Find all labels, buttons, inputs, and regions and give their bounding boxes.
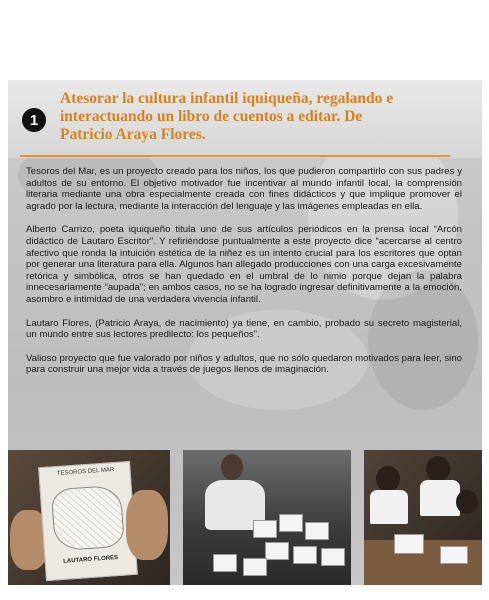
child-head bbox=[456, 490, 478, 514]
storybook bbox=[38, 461, 138, 581]
paragraph: Tesoros del Mar, es un proyecto creado para los niños, los que pudieron compartirlo con sus padres y adultos de su entorno. El objetivo motivador fue incentivar al mundo infantil local, la comprensión literaria mediante una obra especialmente creada con fines didácticos y que implique promover el agrado por la lectura, mediante la interacción del lenguaje y las imágenes empleadas en ella. bbox=[26, 166, 462, 212]
child-head bbox=[376, 466, 400, 492]
booklet bbox=[213, 554, 237, 572]
section-number-badge: 1 bbox=[22, 108, 46, 132]
booklet bbox=[253, 520, 277, 538]
booklet bbox=[440, 546, 468, 564]
person-head bbox=[221, 454, 243, 480]
booklet bbox=[305, 522, 329, 540]
booklet bbox=[321, 548, 345, 566]
paragraph: Lautaro Flores, (Patricio Araya, de nacimiento) ya tiene, en cambio, probado su secreto magisterial, un mundo entre sus lectores predilecto: los pequeños”. bbox=[26, 317, 462, 341]
article-body bbox=[26, 166, 462, 388]
booklet bbox=[243, 558, 267, 576]
child-shirt bbox=[370, 490, 408, 524]
book-title: TESOROS DEL MAR bbox=[56, 467, 115, 478]
book-author: LAUTARO FLORES bbox=[63, 554, 119, 565]
article-panel bbox=[8, 80, 482, 585]
photo-children-reading bbox=[364, 450, 482, 585]
paragraph: Alberto Carrizo, poeta iquiqueño titula uno de sus artículos periódicos en la prensa local “Arcón didáctico de Lautaro Escritor”. Y refiriéndose puntualmente a este proyecto dice “acercarse al centro afectivo que ronda la intuición estética de la niñez es un intento crucial para los escritores que optan por generar una literatura para ella. Algunos han allegado producciones con una carga excesivamente retórica y simbólica, otros se han quedado en el umbral de lo nimio porque dejan la palabra innecesariamente “aupada”; en ambos casos, no se ha logrado ingresar definitivamente a la emoción, asombro e intimidad de una verdadera vivencia infantil. bbox=[26, 224, 462, 305]
title-divider bbox=[20, 155, 450, 157]
booklet bbox=[279, 514, 303, 532]
child-head bbox=[426, 456, 450, 482]
photo-author-with-booklets bbox=[183, 450, 351, 585]
section-title: Atesorar la cultura infantil iquiqueña, regalando e interactuando un libro de cuentos a editar. De Patricio Araya Flores. bbox=[60, 90, 394, 143]
booklet bbox=[265, 542, 289, 560]
booklet bbox=[293, 546, 317, 564]
hand bbox=[126, 490, 168, 560]
photo-strip bbox=[8, 450, 482, 585]
photo-book-held bbox=[8, 450, 170, 585]
paragraph: Valioso proyecto que fue valorado por niños y adultos, que no sólo quedaron motivados para leer, sino para construir una mejor vida a través de juegos llenos de imaginación. bbox=[26, 352, 462, 376]
child-shirt bbox=[420, 480, 460, 516]
booklet bbox=[394, 534, 424, 554]
book-illustration bbox=[51, 485, 125, 552]
